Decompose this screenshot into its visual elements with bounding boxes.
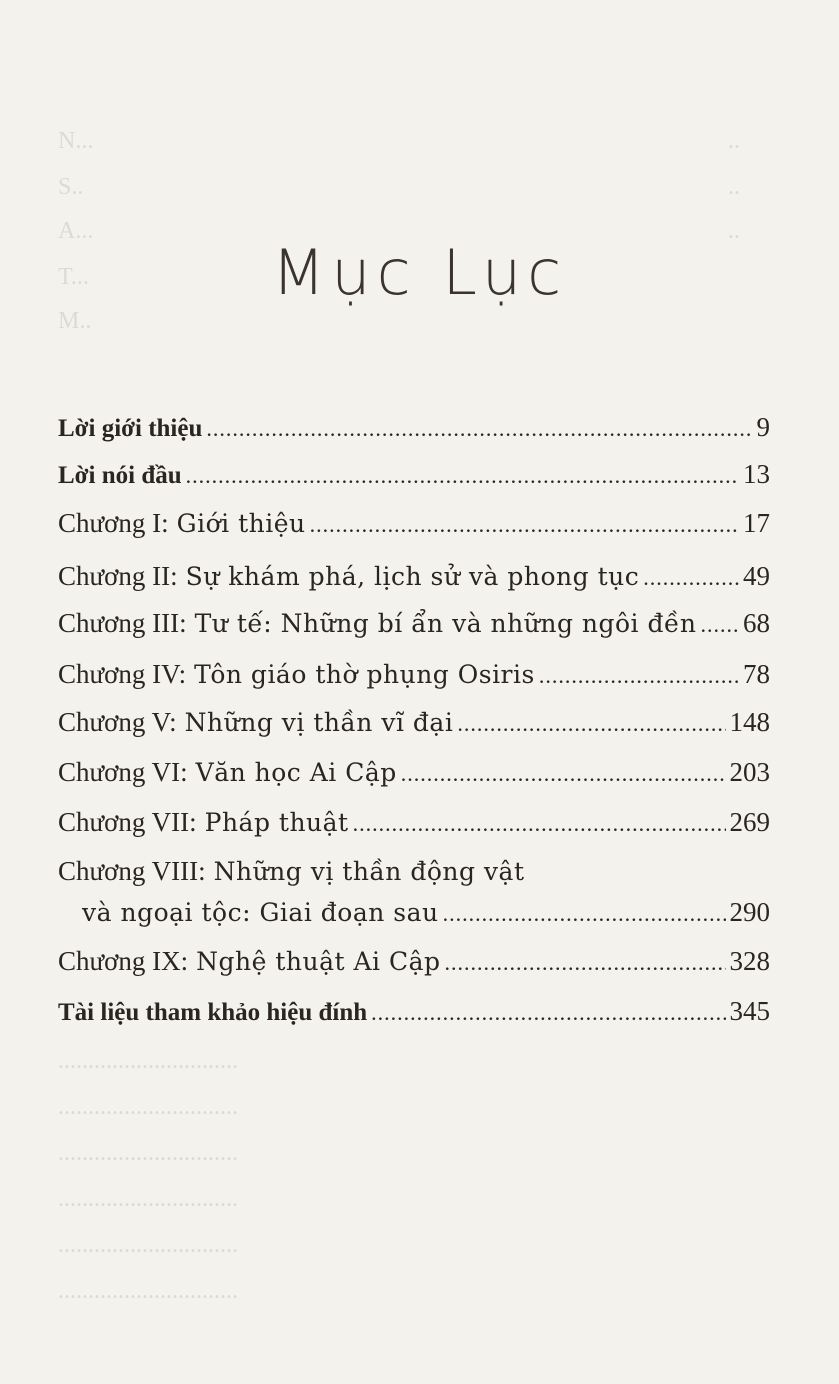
toc-entry[interactable] <box>58 508 770 540</box>
toc-page-number: 203 <box>729 757 770 787</box>
show-through-decoration: .. <box>728 128 740 154</box>
toc-entry[interactable] <box>58 608 770 640</box>
dot-leader <box>539 661 739 691</box>
show-through-decoration: .............................. <box>58 1048 238 1074</box>
show-through-decoration: A... <box>58 218 94 244</box>
show-through-decoration: .............................. <box>58 1094 238 1120</box>
toc-entry-title: Tôn giáo thờ phụng Osiris <box>194 660 535 689</box>
toc-entry-title: Những vị thần vĩ đại <box>184 708 454 737</box>
show-through-decoration: S.. <box>58 174 84 200</box>
toc-chapter-number: Chương I: <box>58 508 169 538</box>
dot-leader <box>443 899 726 929</box>
toc-entry[interactable] <box>58 707 770 739</box>
dot-leader <box>643 563 739 593</box>
toc-page-number: 345 <box>729 996 770 1026</box>
toc-entry[interactable] <box>58 561 770 593</box>
toc-entry[interactable] <box>58 459 770 491</box>
dot-leader <box>353 809 726 839</box>
toc-entry[interactable] <box>58 757 770 789</box>
toc-page-number: 78 <box>743 659 770 689</box>
dot-leader <box>371 998 725 1028</box>
toc-entry-title: Lời giới thiệu <box>58 415 203 442</box>
toc-chapter-number: Chương VII: <box>58 807 197 837</box>
dot-leader <box>186 461 739 491</box>
toc-page-number: 17 <box>743 508 770 538</box>
toc-entry[interactable] <box>58 412 770 444</box>
toc-page-number: 68 <box>743 608 770 638</box>
show-through-decoration: .. <box>728 218 740 244</box>
dot-leader <box>401 759 726 789</box>
dot-leader <box>457 709 725 739</box>
toc-entry[interactable] <box>58 946 770 978</box>
show-through-decoration: N... <box>58 128 94 154</box>
toc-entry[interactable] <box>58 659 770 691</box>
toc-page-number: 9 <box>756 412 770 442</box>
dot-leader <box>445 948 726 978</box>
show-through-decoration: .............................. <box>58 1232 238 1258</box>
toc-entry[interactable] <box>58 807 770 839</box>
toc-entry-title: Văn học Ai Cập <box>195 758 397 787</box>
page-title: Mục Lục <box>271 236 568 309</box>
toc-entry-title: Pháp thuật <box>204 808 349 837</box>
toc-page-number: 328 <box>729 946 770 976</box>
toc-chapter-number: Chương VI: <box>58 757 188 787</box>
show-through-decoration: .............................. <box>58 1186 238 1212</box>
show-through-decoration: .. <box>728 174 740 200</box>
toc-entry-title: Lời nói đầu <box>58 462 182 489</box>
toc-chapter-number: Chương VIII: <box>58 856 206 886</box>
toc-entry[interactable] <box>58 996 770 1028</box>
toc-chapter-number: Chương II: <box>58 561 178 591</box>
toc-entry-continuation[interactable] <box>58 897 770 929</box>
toc-chapter-number: Chương IX: <box>58 946 189 976</box>
toc-chapter-number: Chương IV: <box>58 659 187 689</box>
show-through-decoration: M.. <box>58 308 92 334</box>
toc-entry-title: Tư tế: Những bí ẩn và những ngôi đền <box>194 609 697 638</box>
toc-page-number: 290 <box>729 897 770 927</box>
show-through-decoration: .............................. <box>58 1140 238 1166</box>
toc-chapter-number: Chương III: <box>58 608 187 638</box>
toc-entry-title: Giới thiệu <box>176 509 306 538</box>
toc-entry-title: Tài liệu tham khảo hiệu đính <box>58 999 368 1026</box>
toc-page-number: 13 <box>743 459 770 489</box>
dot-leader <box>700 610 739 640</box>
toc-page-number: 148 <box>729 707 770 737</box>
toc-entry-title: và ngoại tộc: Giai đoạn sau <box>82 898 439 927</box>
dot-leader <box>206 414 752 444</box>
toc-page-number: 269 <box>729 807 770 837</box>
toc-entry-first-line[interactable] <box>58 856 525 887</box>
show-through-decoration: .............................. <box>58 1278 238 1304</box>
dot-leader <box>310 510 739 540</box>
show-through-decoration: T... <box>58 264 89 290</box>
toc-entry-title: Những vị thần động vật <box>213 857 525 886</box>
toc-chapter-number: Chương V: <box>58 707 177 737</box>
toc-entry-title: Sự khám phá, lịch sử và phong tục <box>185 562 640 591</box>
toc-entry-title: Nghệ thuật Ai Cập <box>196 947 441 976</box>
toc-page-number: 49 <box>743 561 770 591</box>
